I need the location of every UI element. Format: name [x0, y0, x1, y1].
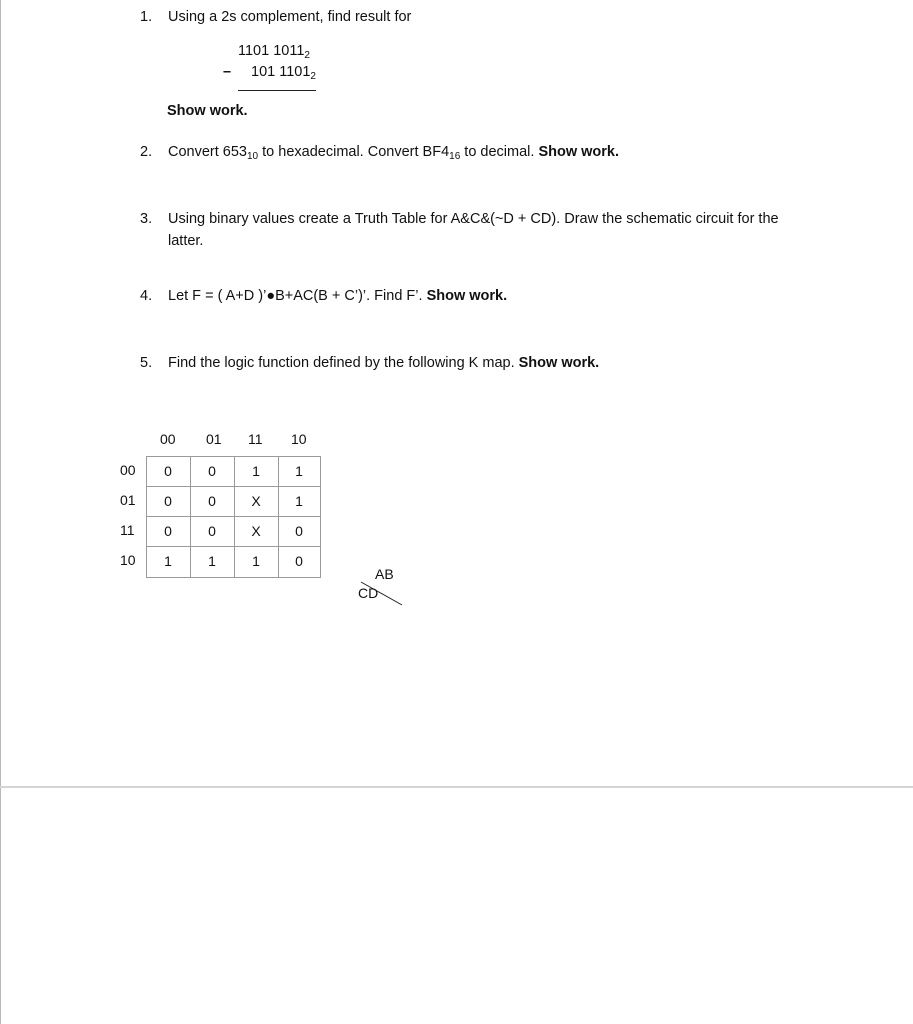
kmap-cell: 0	[295, 523, 303, 539]
q1-subtrahend: 101 $1101_2$	[251, 64, 316, 82]
kmap-cell: 1	[252, 463, 260, 479]
kmap-cell: 0	[208, 493, 216, 509]
q1-show-work: Show work.	[167, 103, 248, 119]
q2-number: 2.	[140, 144, 153, 160]
q4-number: 4.	[140, 288, 153, 304]
kmap-cell: 0	[208, 523, 216, 539]
q3-text-line2: latter.	[168, 233, 204, 249]
kmap-cell: 0	[164, 523, 172, 539]
q3-number: 3.	[140, 211, 153, 227]
kmap-cell: 0	[208, 463, 216, 479]
kmap-corner-ab: AB	[375, 566, 394, 582]
kmap-cell: 1	[295, 463, 303, 479]
q1-minuend: 1101 $1011_2$	[238, 43, 310, 61]
kmap-cell: 0	[295, 553, 303, 569]
kmap-col-header: 00	[160, 431, 176, 447]
page-divider	[0, 786, 913, 788]
q4-text: Let F = ( A+D )’●B+AC(B + C’)’. Find F’. Show work.	[168, 288, 508, 304]
kmap-cell: 1	[295, 493, 303, 509]
q5-number: 5.	[140, 355, 153, 371]
q1-text: Using a 2s complement, find result for	[168, 9, 412, 25]
kmap-cell: X	[251, 523, 261, 539]
kmap-cell: 1	[164, 553, 172, 569]
kmap-col-header: 01	[206, 431, 222, 447]
kmap-row-header: 00	[120, 462, 136, 478]
q1-minus-sign: –	[223, 64, 232, 80]
kmap-row-header: 10	[120, 552, 136, 568]
kmap-col-header: 10	[291, 431, 307, 447]
q1-number: 1.	[140, 9, 153, 25]
kmap-cell: X	[251, 493, 261, 509]
kmap-cell: 0	[164, 493, 172, 509]
kmap-cell: 0	[164, 463, 172, 479]
kmap-cell: 1	[208, 553, 216, 569]
kmap-row-header: 01	[120, 492, 136, 508]
kmap-col-header: 11	[248, 431, 263, 447]
kmap-cell: 1	[252, 553, 260, 569]
kmap-row-header: 11	[120, 522, 135, 538]
q2-text: Convert $653_{10}$ to hexadecimal. Convert $BF4_{16}$ to decimal. Show work.	[168, 144, 620, 162]
q5-text: Find the logic function defined by the following K map. Show work.	[168, 355, 600, 371]
kmap-corner-cd: CD	[358, 585, 379, 601]
q3-text-line1: Using binary values create a Truth Table for A&C&(~D + CD). Draw the schematic circuit for the	[168, 211, 779, 227]
